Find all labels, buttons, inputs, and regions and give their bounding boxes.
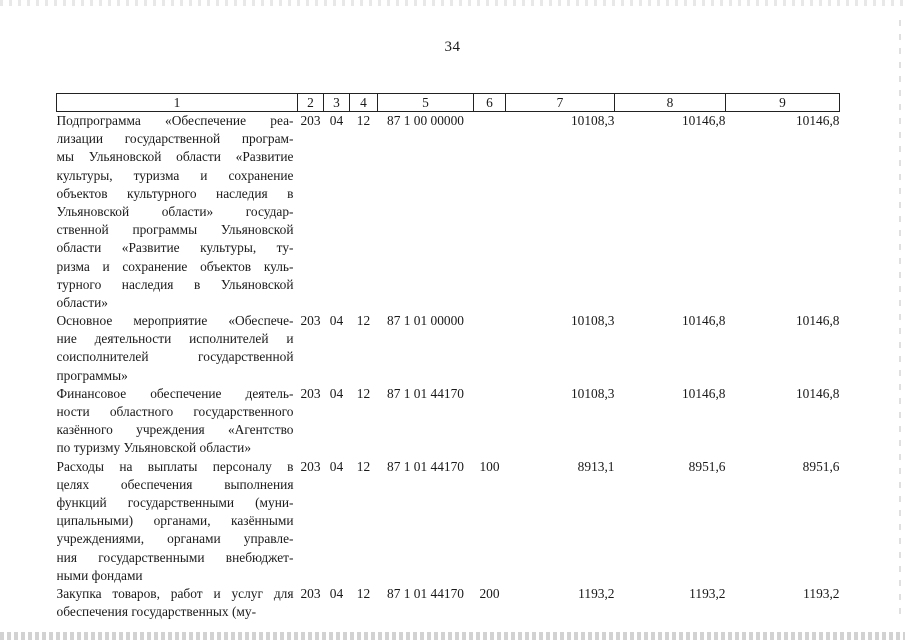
- row-name-line: ризма и сохранение объектов куль-: [56, 258, 294, 274]
- scan-edge-bottom: [0, 632, 905, 640]
- row-code-col3: 04: [329, 113, 344, 128]
- row-name-line: турного наследия в Ульяновской: [56, 276, 294, 292]
- row-value-col7: 8913,1: [577, 458, 615, 474]
- row-name-cell: [57, 458, 298, 585]
- header-cell-col1: 1: [57, 94, 298, 112]
- row-code-col6: [474, 312, 506, 385]
- row-code-col4: 12: [356, 385, 371, 401]
- row-name-line: по туризму Ульяновской области»: [56, 440, 252, 456]
- row-name-line: области»: [56, 294, 108, 310]
- row-name-line: ными фондами: [56, 567, 143, 583]
- table-header-row: [57, 94, 840, 112]
- header-cell-col4: 4: [350, 94, 378, 112]
- row-value-col9: 10146,8: [795, 113, 840, 128]
- row-code-col5: 87 1 01 44170: [387, 585, 464, 601]
- row-name-line: целях обеспечения выполнения: [56, 476, 294, 492]
- row-name-line: Основное мероприятие «Обеспече-: [56, 313, 294, 329]
- row-code-col2: 203: [300, 313, 321, 329]
- row-name-line: Подпрограмма «Обеспечение реа-: [56, 113, 294, 128]
- table-body: [57, 112, 840, 622]
- row-code-col6: [474, 385, 506, 458]
- row-name-cell: [57, 385, 298, 458]
- row-code-col2: 203: [300, 458, 321, 474]
- header-cell-col9: 9: [726, 94, 840, 112]
- row-name-cell: [57, 112, 298, 313]
- row-name-line: обеспечения государственных (му-: [56, 604, 257, 620]
- row-code-col3: 04: [329, 313, 344, 329]
- row-value-col8: 10146,8: [681, 385, 726, 401]
- page-number: 34: [444, 39, 461, 55]
- header-cell-col7: 7: [506, 94, 615, 112]
- row-name-line: объектов культурного наследия в: [56, 185, 294, 201]
- header-cell-col8: 8: [615, 94, 726, 112]
- row-code-col2: 203: [300, 113, 321, 128]
- row-name-line: ственной программы Ульяновской: [56, 222, 294, 238]
- table-row: [57, 312, 840, 385]
- row-name-line: лизации государственной програм-: [56, 131, 294, 147]
- table-row: [57, 585, 840, 621]
- row-code-col6: 100: [479, 458, 500, 474]
- row-code-col3: 04: [329, 458, 344, 474]
- row-name-cell: [57, 585, 298, 621]
- row-value-col7: 10108,3: [570, 385, 615, 401]
- header-cell-col2: 2: [298, 94, 324, 112]
- row-name-line: казённого учреждения «Агентство: [56, 422, 294, 438]
- table-row: [57, 385, 840, 458]
- row-code-col2: 203: [300, 585, 321, 601]
- header-cell-col6: 6: [474, 94, 506, 112]
- row-name-line: учреждениями, органами управле-: [56, 531, 294, 547]
- row-code-col4: 12: [356, 585, 371, 601]
- header-cell-col3: 3: [324, 94, 350, 112]
- row-name-line: ния государственными внебюджет-: [56, 549, 294, 565]
- row-name-line: Закупка товаров, работ и услуг для: [56, 585, 294, 601]
- row-value-col8: 10146,8: [681, 113, 726, 128]
- row-code-col2: 203: [300, 385, 321, 401]
- row-name-line: ности областного государственного: [56, 404, 294, 419]
- row-name-line: ципальными) органами, казёнными: [56, 513, 294, 529]
- row-name-line: Ульяновской области» государ-: [56, 203, 294, 219]
- row-name-cell: [57, 312, 298, 385]
- row-value-col9: 8951,6: [802, 458, 840, 474]
- row-name-line: культуры, туризма и сохранение: [56, 167, 294, 183]
- row-code-col6: [474, 112, 506, 313]
- row-name-line: области «Развитие культуры, ту-: [56, 240, 294, 256]
- row-name-line: соисполнителей государственной: [56, 349, 294, 365]
- scan-edge-top: [0, 0, 905, 6]
- row-code-col5: 87 1 00 00000: [387, 113, 464, 128]
- row-name-line: ние деятельности исполнителей и: [56, 331, 294, 347]
- row-name-line: Расходы на выплаты персоналу в: [56, 458, 294, 474]
- row-value-col8: 1193,2: [689, 585, 726, 601]
- row-code-col4: 12: [356, 113, 371, 128]
- row-name-line: мы Ульяновской области «Развитие: [56, 149, 294, 165]
- row-code-col3: 04: [329, 385, 344, 401]
- row-value-col8: 8951,6: [688, 458, 726, 474]
- row-name-line: программы»: [56, 367, 128, 383]
- row-name-line: Финансовое обеспечение деятель-: [56, 385, 294, 401]
- row-code-col3: 04: [329, 585, 344, 601]
- row-code-col6: 200: [479, 585, 500, 601]
- scan-edge-right: [899, 20, 901, 620]
- row-name-line: функций государственными (муни-: [56, 494, 294, 510]
- row-code-col5: 87 1 01 44170: [387, 385, 464, 401]
- row-code-col5: 87 1 01 44170: [387, 458, 464, 474]
- table-row: [57, 458, 840, 585]
- row-value-col8: 10146,8: [681, 313, 726, 329]
- table-row: [57, 112, 840, 313]
- row-value-col9: 10146,8: [795, 313, 840, 329]
- row-value-col7: 10108,3: [570, 313, 615, 329]
- budget-table: [56, 93, 840, 621]
- row-code-col4: 12: [356, 313, 371, 329]
- row-code-col4: 12: [356, 458, 371, 474]
- row-value-col9: 10146,8: [795, 385, 840, 401]
- header-cell-col5: 5: [378, 94, 474, 112]
- row-value-col7: 1193,2: [578, 585, 615, 601]
- row-value-col9: 1193,2: [803, 585, 840, 601]
- row-value-col7: 10108,3: [570, 113, 615, 128]
- row-code-col5: 87 1 01 00000: [387, 313, 464, 329]
